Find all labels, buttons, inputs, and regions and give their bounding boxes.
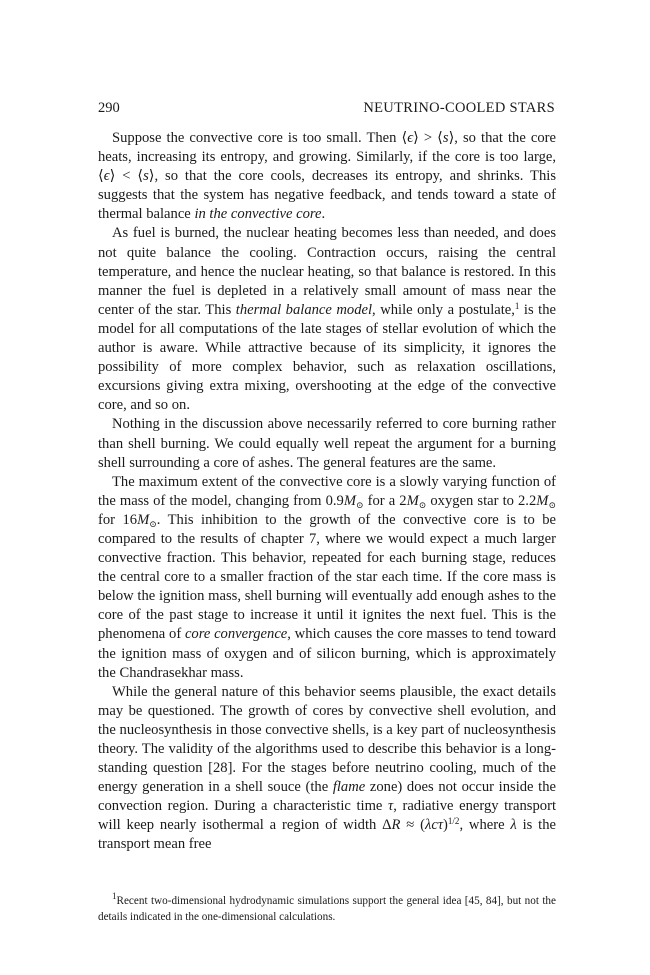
paragraph-4: The maximum extent of the convective core is a slowly varying function of the mass of the model, changing from $0.9M_⊙$ for a $2M_⊙$ oxygen star to $2.2M_⊙$ for $16M_⊙$. This inhibition to the growth of the convective core is to be compared to the results of chapter 7, where we would expect a much larger convective fraction. This behavior, repeated for each burning stage, reduces the central core to a smaller fraction of the star each time. If the core mass is below the ignition mass, shell burning will eventually add enough ashes to the core of the past stage to increase it until it ignites the next fuel. This is the phenomena of core convergence, which causes the core masses to tend toward the ignition mass of oxygen and of silicon burning, which is approximately the Chandrasekhar mass. [98,473,557,681]
paragraph-3: Nothing in the discussion above necessarily referred to core burning rather than shell burning. We could equally well repeat the argument for a burning shell surrounding a core of ashes. The general features are the same. [98,416,556,471]
paragraph-1: Suppose the convective core is too small. Then ⟨ϵ⟩ > ⟨s⟩, so that the core heats, increasing its entropy, and growing. Similarly, if the core is too large, ⟨ϵ⟩ < ⟨s⟩, so that the core cools, decreases its entropy, and shrinks. This suggests that the system has negative feedback, and tends toward a state of thermal balance in the convective core. [98,130,557,223]
emphasis-text: in the convective core [194,206,322,223]
footnote [98,891,556,925]
footnote-marker: 1 [112,891,117,901]
emphasis-text: thermal balance model [235,301,373,318]
emphasis-text: core convergence [184,626,288,643]
paragraph-5: While the general nature of this behavior seems plausible, the exact details may be questioned. The growth of cores by convective shell evolution, and the nucleosynthesis in those convective shells, is a key part of nucleosynthesis theory. The validity of the algorithms used to describe this behavior is a long-standing question [28]. For the stages before neutrino cooling, much of the energy generation in a shell souce (the flame zone) does not occur inside the convection region. During a characteristic time τ, radiative energy transport will keep nearly isothermal a region of width $\Delta R \approx (\lambda c\tau)^{1/2}$, where λ is the transport mean free [98,683,556,853]
footnote-reference: 1 [514,300,520,311]
body-text [98,129,556,855]
footnote-text: $^1$Recent two-dimensional hydrodynamic simulations support the general idea [45, 84], but not the details indicated in the one-dimensional calculations. [98,891,556,923]
paragraph-2: As fuel is burned, the nuclear heating becomes less than needed, and does not quite balance the cooling. Contraction occurs, raising the central temperature, and hence the nuclear heating, so that balance is restored. In this manner the fuel is depleted in a relatively small amount of mass near the center of the star. This thermal balance model, while only a postulate,$^1$ is the model for all computations of the late stages of stellar evolution of which the author is aware. While attractive because of its simplicity, it ignores the possibility of more complex behavior, such as relaxation oscillations, excursions giving extra mixing, overshooting at the edge of the convective core, and so on. [98,225,556,414]
running-head: NEUTRINO-COOLED STARS [363,100,555,116]
page-number: 290 [98,100,120,116]
emphasis-text: flame [332,779,366,796]
